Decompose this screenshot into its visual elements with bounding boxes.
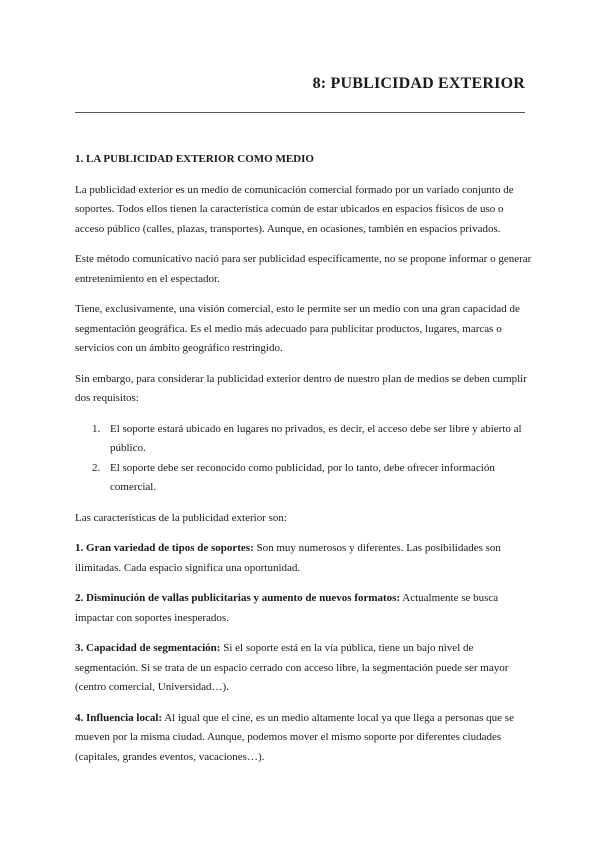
requirements-list: [75, 420, 535, 498]
list-item-text: El soporte estará ubicado en lugares no privados, es decir, el acceso debe ser libre y abierto al público.: [110, 422, 522, 454]
paragraph: Sin embargo, para considerar la publicidad exterior dentro de nuestro plan de medios se deben cumplir dos requisitos:: [75, 372, 527, 404]
feature-label: 1. Gran variedad de tipos de soportes:: [75, 542, 254, 554]
feature-label: 2. Disminución de vallas publicitarias y aumento de nuevos formatos:: [75, 592, 401, 604]
paragraph: Tiene, exclusivamente, una visión comercial, esto le permite ser un medio con una gran capacidad de segmentación geográfica. Es el medio más adecuado para publicitar productos, lugares, marcas o servicios con un ámbito geográfico restringido.: [75, 303, 520, 354]
feature-label: 4. Influencia local:: [75, 711, 163, 724]
list-item-number: 2.: [92, 461, 101, 474]
title-divider: [75, 112, 525, 113]
features-intro: Las características de la publicidad exterior son:: [75, 511, 287, 524]
list-item: [75, 459, 535, 498]
feature-label: 3. Capacidad de segmentación:: [75, 642, 221, 654]
feature-item: [75, 709, 535, 768]
feature-item: [75, 639, 535, 698]
chapter-title: 8: PUBLICIDAD EXTERIOR: [312, 75, 525, 92]
feature-item: [75, 589, 535, 628]
list-item-number: 1.: [92, 422, 101, 435]
paragraph: La publicidad exterior es un medio de comunicación comercial formado por un variado conjunto de soportes. Todos ellos tienen la característica común de estar ubicados en espacios físicos de uso o acceso público (calles, plazas, transportes). Aunque, en ocasiones, también en espacios privados.: [75, 183, 514, 235]
list-item-text: El soporte debe ser reconocido como publicidad, por lo tanto, debe ofrecer información comercial.: [110, 461, 495, 493]
section-heading: 1. LA PUBLICIDAD EXTERIOR COMO MEDIO: [75, 153, 314, 165]
paragraph: Este método comunicativo nació para ser publicidad específicamente, no se propone informar o generar entretenimiento en el espectador.: [75, 253, 532, 285]
list-item: [75, 420, 535, 459]
feature-text: Al igual que el cine, es un medio altamente local ya que llega a personas que se mueven por la misma ciudad. Aunque, podemos mover el mismo soporte por diferentes ciudades (capitales, grandes eventos, vacaciones…).: [75, 711, 514, 763]
feature-text: Son muy numerosos y diferentes. Las posibilidades son ilimitadas. Cada espacio significa una oportunidad.: [75, 542, 501, 574]
section-content: [75, 150, 535, 778]
feature-text: Si el soporte está en la vía pública, tiene un bajo nivel de segmentación. Si se trata de un espacio cerrado con acceso libre, la segmentación puede ser mayor (centro comercial, Universidad…).: [75, 642, 509, 693]
feature-text: Actualmente se busca impactar con soportes inesperados.: [75, 592, 499, 624]
feature-item: [75, 539, 535, 578]
